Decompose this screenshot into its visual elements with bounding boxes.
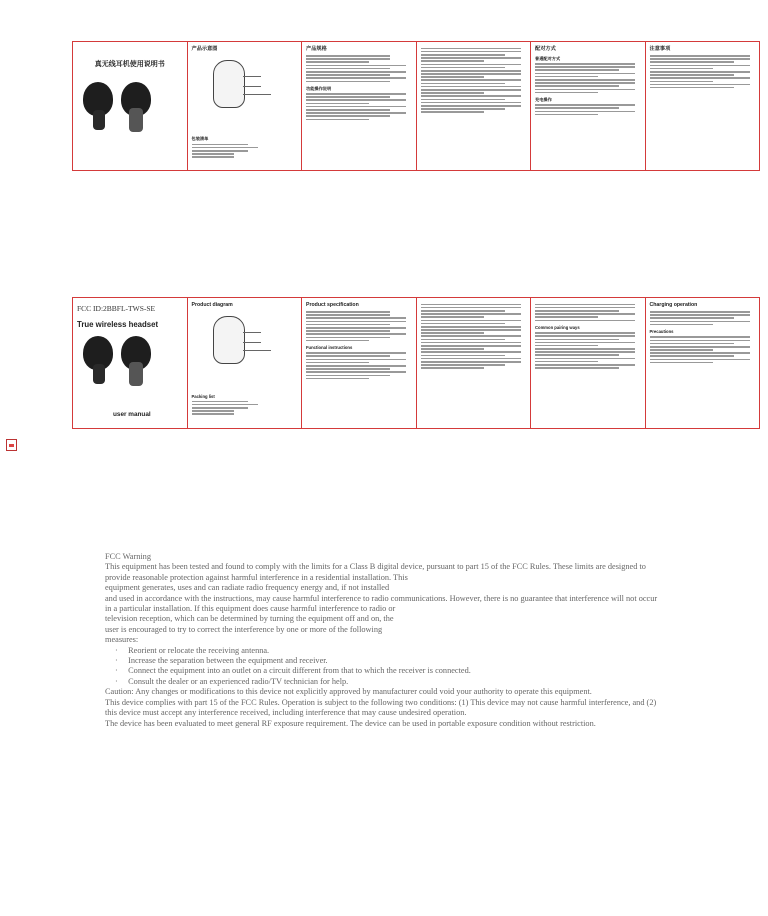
cn-cover-title: 真无线耳机使用说明书 [94, 61, 165, 68]
fcc-rf-exposure: The device has been evaluated to meet general RF exposure requirement. The device can be used in portable exposure condition without restriction. [105, 718, 596, 728]
cn-pairing-title: 配对方式 [535, 46, 556, 52]
fcc-caution: Caution: Any changes or modifications to this device not explicitly approved by manufacturer could void your authority to operate this equipment. [105, 687, 592, 697]
document-icon [6, 439, 17, 451]
en-precautions-title: Precautions [649, 329, 674, 335]
diagram-leader-line [243, 76, 261, 77]
en-cover-title: True wireless headset [77, 320, 159, 329]
fcc-measure-item: · Connect the equipment into an outlet on a circuit different from that to which the receiver is connected. [115, 666, 471, 676]
en-charging-panel [646, 298, 760, 428]
en-instructions-panel [417, 298, 532, 428]
earbud-left-stem [93, 110, 105, 130]
cn-instructions-panel [417, 42, 532, 170]
fcc-paragraph: and used in accordance with the instructions, may cause harmful interference to radio communications. However, there is no guarantee that interference will not occur in a particular installation. If this equipment does cause harmful interference to radio or [105, 593, 658, 614]
diagram-leader-line [243, 342, 261, 343]
cn-diagram-panel [188, 42, 303, 170]
fcc-measure-item: · Reorient or relocate the receiving antenna. [115, 645, 270, 655]
manual-sheet-chinese [72, 41, 760, 171]
cn-pairing-panel [531, 42, 646, 170]
cn-packing-title: 包装清单 [191, 136, 209, 141]
fcc-measure-item: · Increase the separation between the equipment and receiver. [115, 656, 328, 666]
earbud-right-stem [129, 362, 143, 386]
fcc-compliance: This device complies with part 15 of the FCC Rules. Operation is subject to the following two conditions: (1) This device may not cause harmful interference, and (2) this device must accept any interference received, including interference that may cause undesired operation. [105, 697, 657, 718]
earbud-diagram [213, 60, 245, 108]
en-pairing-title: Common pairing ways [535, 325, 580, 331]
diagram-leader-line [243, 332, 261, 333]
user-manual-label: user manual [113, 411, 151, 418]
fcc-id-label: FCC ID:2BBFL-TWS-SE [77, 304, 156, 313]
en-pairing-panel [531, 298, 646, 428]
en-packing-title: Packing list [191, 394, 215, 399]
cn-notes-panel [646, 42, 760, 170]
en-diagram-title: Product diagram [191, 302, 233, 308]
en-cover-panel [73, 298, 188, 428]
diagram-leader-line [243, 94, 271, 95]
diagram-leader-line [243, 86, 261, 87]
fcc-measure-item: · Consult the dealer or an experienced radio/TV technician for help. [115, 676, 349, 686]
en-function-title: Functional instructions [306, 345, 353, 351]
manual-sheet-english [72, 297, 760, 429]
cn-spec-title: 产品规格 [306, 46, 327, 52]
earbud-right-stem [129, 108, 143, 132]
fcc-warning-section [105, 552, 665, 729]
cn-spec-panel [302, 42, 417, 170]
fcc-paragraph: television reception, which can be determined by turning the equipment off and on, the [105, 614, 394, 624]
en-diagram-panel [188, 298, 303, 428]
cn-notes-title: 注意事项 [649, 46, 671, 52]
fcc-paragraph: measures: [105, 635, 139, 645]
fcc-paragraph: equipment generates, uses and can radiate radio frequency energy and, if not installed [105, 583, 390, 593]
cn-function-title: 功能操作说明 [306, 86, 332, 92]
fcc-heading: FCC Warning [105, 552, 151, 561]
en-charging-title: Charging operation [649, 302, 698, 308]
en-spec-title: Product specification [306, 302, 359, 308]
cn-cover-panel [73, 42, 188, 170]
earbud-left-stem [93, 364, 105, 384]
fcc-paragraph: user is encouraged to try to correct the interference by one or more of the following [105, 624, 383, 634]
diagram-leader-line [243, 350, 271, 351]
cn-diagram-title: 产品示意图 [191, 46, 218, 52]
en-spec-panel [302, 298, 417, 428]
fcc-paragraph: This equipment has been tested and found to comply with the limits for a Class B digital device, pursuant to part 15 of the FCC Rules. These limits are designed to provide reasonable protection against harmful interference in a residential installation. This [105, 562, 646, 582]
cn-charging-title: 充电操作 [535, 97, 552, 103]
cn-pairing-sub: 普通配对方式 [535, 56, 561, 61]
earbud-diagram [213, 316, 245, 364]
